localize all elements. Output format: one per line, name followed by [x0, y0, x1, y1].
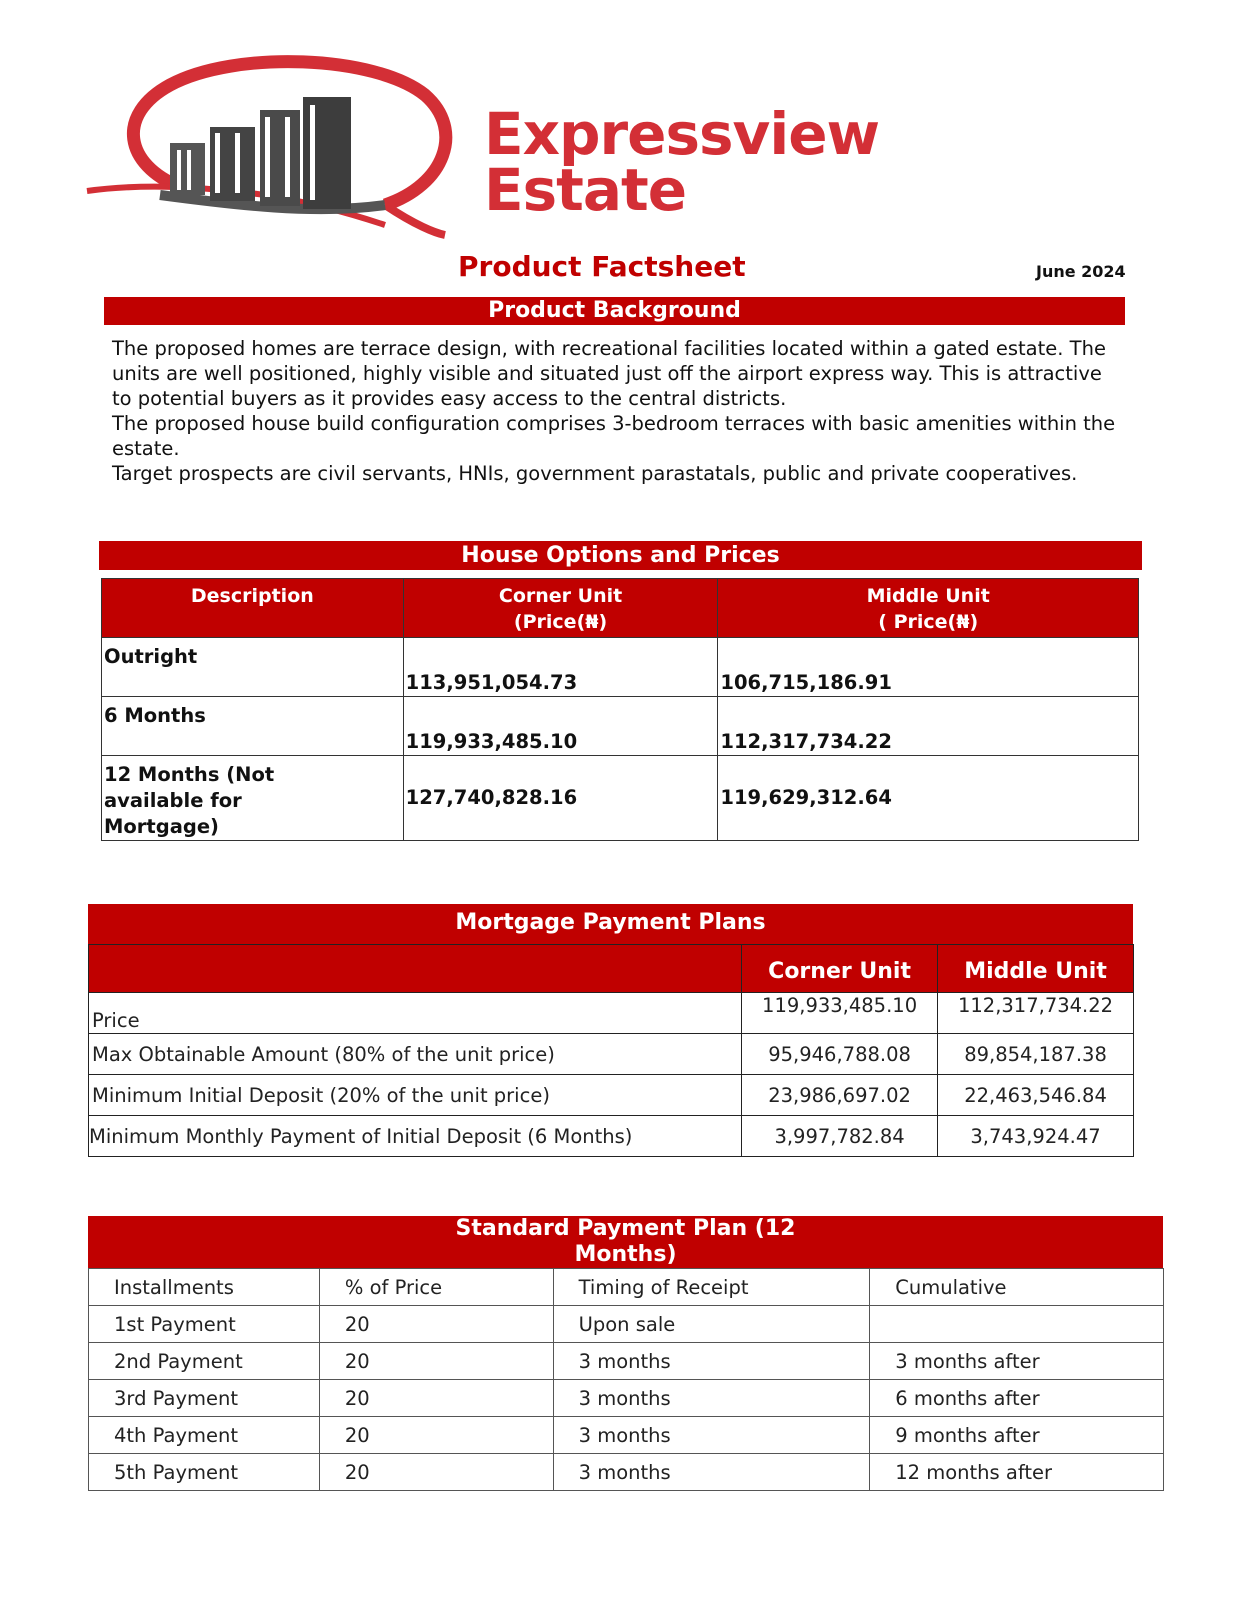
middle-value: 22,463,546.84	[938, 1075, 1134, 1116]
column-header: Installments	[89, 1269, 320, 1306]
cell: 3 months	[553, 1454, 870, 1491]
table-row	[89, 993, 1134, 1034]
corner-value: 23,986,697.02	[742, 1075, 938, 1116]
standard-plan-heading-text: Standard Payment Plan (12 Months)	[455, 1216, 796, 1267]
table-row	[89, 1343, 1164, 1380]
cell: 4th Payment	[89, 1417, 320, 1454]
house-options-table	[101, 578, 1139, 841]
mortgage-plans-heading: Mortgage Payment Plans	[88, 904, 1133, 944]
cell: 3 months	[553, 1380, 870, 1417]
cell: 20	[319, 1417, 553, 1454]
standard-plan-heading	[88, 1216, 1163, 1268]
standard-plan-table	[88, 1268, 1164, 1491]
background-paragraph: Target prospects are civil servants, HNIs, government parastatals, public and private cooperatives.	[112, 462, 1078, 485]
table-row	[102, 697, 1139, 756]
corner-price: 127,740,828.16	[403, 756, 718, 841]
column-header: Middle Unit ( Price(₦)	[718, 579, 1139, 638]
table-row	[89, 1380, 1164, 1417]
cell: 20	[319, 1306, 553, 1343]
cell: 20	[319, 1380, 553, 1417]
brand-name	[484, 100, 880, 224]
row-label: Price	[89, 993, 742, 1034]
table-header-row	[102, 579, 1139, 638]
brand-line-2: Estate	[484, 156, 687, 224]
cell: 3rd Payment	[89, 1380, 320, 1417]
middle-value: 89,854,187.38	[938, 1034, 1134, 1075]
cell: 3 months after	[870, 1343, 1164, 1380]
table-row	[89, 1417, 1164, 1454]
cell: 6 months after	[870, 1380, 1164, 1417]
cell: 5th Payment	[89, 1454, 320, 1491]
cell: 9 months after	[870, 1417, 1164, 1454]
column-header: Cumulative	[870, 1269, 1164, 1306]
row-label: 12 Months (Not available for Mortgage)	[102, 756, 404, 841]
corner-price: 113,951,054.73	[403, 638, 718, 697]
column-header: Timing of Receipt	[553, 1269, 870, 1306]
row-label: 6 Months	[102, 697, 404, 756]
middle-value: 112,317,734.22	[938, 993, 1134, 1034]
row-label: Max Obtainable Amount (80% of the unit price)	[89, 1034, 742, 1075]
cell: 1st Payment	[89, 1306, 320, 1343]
column-header: % of Price	[319, 1269, 553, 1306]
column-header: Description	[102, 579, 404, 638]
middle-price: 112,317,734.22	[718, 697, 1139, 756]
cell: 20	[319, 1343, 553, 1380]
middle-price: 119,629,312.64	[718, 756, 1139, 841]
product-background-text	[112, 336, 1122, 486]
cell: 20	[319, 1454, 553, 1491]
middle-value: 3,743,924.47	[938, 1116, 1134, 1157]
table-row	[102, 638, 1139, 697]
product-background-heading: Product Background	[104, 297, 1125, 325]
background-paragraph: The proposed homes are terrace design, with recreational facilities located within a gated estate. The units are well positioned, highly visible and situated just off the airport express way. This is attractive to potential buyers as it provides easy access to the central districts.	[112, 337, 1106, 410]
column-header: Corner Unit (Price(₦)	[403, 579, 718, 638]
row-label: Minimum Initial Deposit (20% of the unit price)	[89, 1075, 742, 1116]
corner-value: 3,997,782.84	[742, 1116, 938, 1157]
table-row	[89, 1075, 1134, 1116]
cell: 3 months	[553, 1417, 870, 1454]
table-header-row	[89, 945, 1134, 993]
brand-line-1: Expressview	[484, 100, 880, 168]
table-row	[89, 1116, 1134, 1157]
cell: Upon sale	[553, 1306, 870, 1343]
background-paragraph: The proposed house build configuration comprises 3-bedroom terraces with basic amenities within the estate.	[112, 412, 1116, 460]
table-header-row	[89, 1269, 1164, 1306]
document-date: June 2024	[1036, 262, 1126, 281]
cell	[870, 1306, 1164, 1343]
column-header: Corner Unit	[742, 945, 938, 993]
middle-price: 106,715,186.91	[718, 638, 1139, 697]
mortgage-plans-table	[88, 944, 1134, 1157]
row-label: Outright	[102, 638, 404, 697]
page-title: Product Factsheet	[458, 250, 746, 283]
cell: 3 months	[553, 1343, 870, 1380]
cell: 2nd Payment	[89, 1343, 320, 1380]
corner-value: 95,946,788.08	[742, 1034, 938, 1075]
column-header	[89, 945, 742, 993]
estate-logo	[85, 55, 465, 245]
row-label: Minimum Monthly Payment of Initial Deposit (6 Months)	[89, 1116, 742, 1157]
corner-value: 119,933,485.10	[742, 993, 938, 1034]
cell: 12 months after	[870, 1454, 1164, 1491]
table-row	[89, 1454, 1164, 1491]
column-header: Middle Unit	[938, 945, 1134, 993]
table-row	[102, 756, 1139, 841]
house-options-heading: House Options and Prices	[99, 541, 1142, 570]
table-row	[89, 1034, 1134, 1075]
corner-price: 119,933,485.10	[403, 697, 718, 756]
table-row	[89, 1306, 1164, 1343]
